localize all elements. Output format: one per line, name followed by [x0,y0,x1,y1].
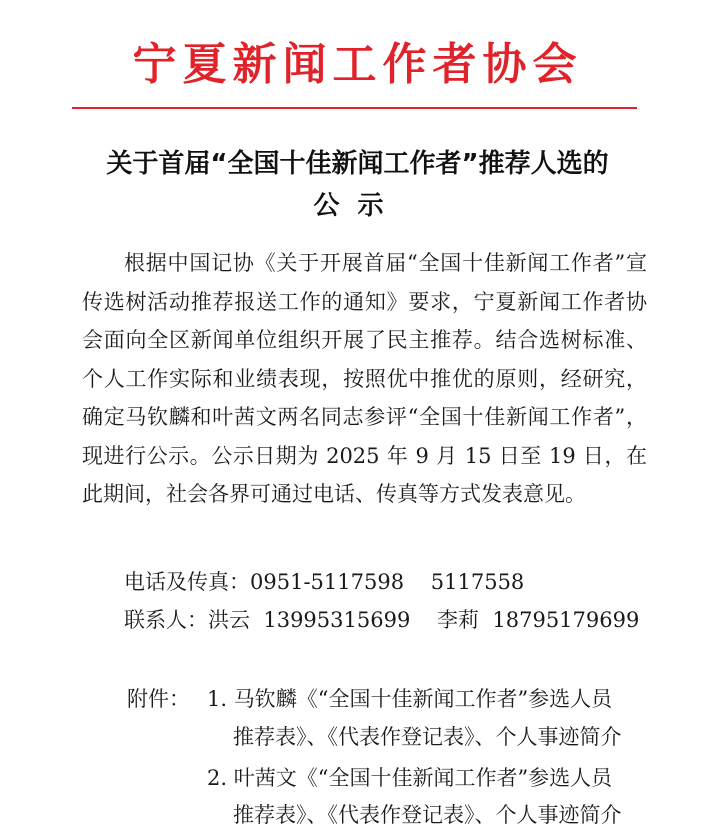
masthead-title: 宁夏新闻工作者协会 [132,39,583,90]
attachments-label: 附件： [127,687,190,711]
attachment-item-2-line1: 2. 叶茜文《“全国十佳新闻工作者”参选人员 [207,766,613,790]
notice-body-paragraph: 根据中国记协《关于开展首届“全国十佳新闻工作者”宣传选树活动推荐报送工作的通知》要求，宁夏新闻工作者协会面向全区新闻单位组织开展了民主推荐。结合选树标准、个人工作实际和业绩表现，按照优中推优的原则，经研究，确定马钦麟和叶茜文两名同志参评“全国十佳新闻工作者”，现进行公示。公示日期为 2025 年 9 月 15 日至 19 日，在此期间，社会各界可通过电话、传真等方式发表意见。 [82,251,647,506]
contact-person-line: 联系人：洪云 13995315699 李莉 18795179699 [124,608,640,632]
phone-fax-line: 电话及传真：0951-5117598 5117558 [124,570,525,594]
red-divider [72,107,637,109]
attachment-item-1-line1: 1. 马钦麟《“全国十佳新闻工作者”参选人员 [207,687,613,711]
attachment-item-1-line2: 推荐表》、《代表作登记表》、个人事迹简介 [233,725,622,749]
notice-title-line2: 公示 [313,191,402,221]
attachment-item-2-line2: 推荐表》、《代表作登记表》、个人事迹简介 [233,803,622,827]
notice-title-line1: 关于首届“全国十佳新闻工作者”推荐人选的 [106,149,609,179]
